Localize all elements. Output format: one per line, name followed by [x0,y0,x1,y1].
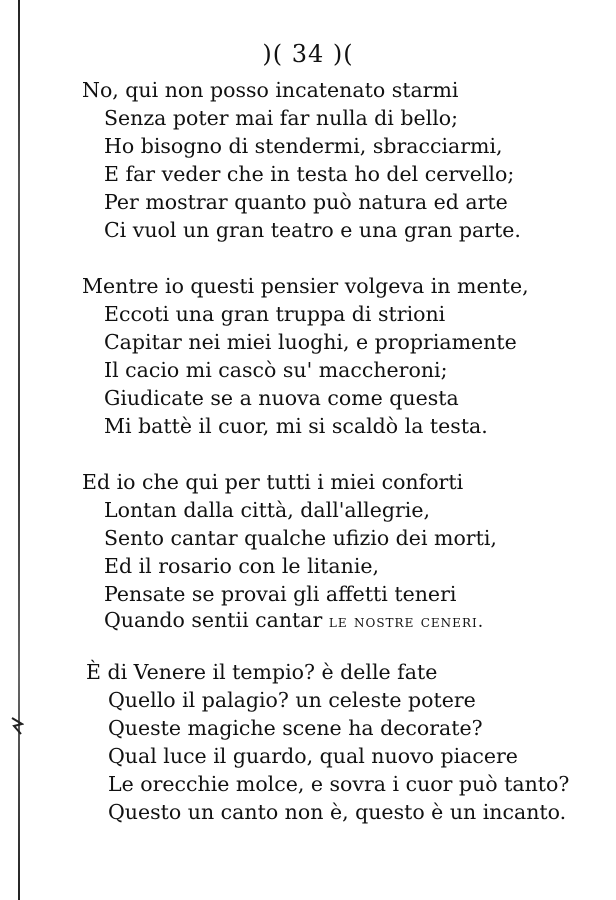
verse-line: È di Venere il tempio? è delle fate [86,660,438,684]
verse-line: Quello il palagio? un celeste potere [108,688,476,712]
verse-line: Mentre io questi pensier volgeva in mente, [82,274,529,298]
verse-line: Ed io che qui per tutti i miei conforti [82,470,464,494]
verse-line: Le orecchie molce, e sovra i cuor può tanto? [108,772,570,796]
verse-line: Per mostrar quanto può natura ed arte [104,190,508,214]
book-spine-edge [18,0,20,900]
verse-line: Questo un canto non è, questo è un incanto. [108,800,567,824]
verse-line: Ho bisogno di stendermi, sbracciarmi, [104,134,503,158]
verse-line: Queste magiche scene ha decorate? [108,716,483,740]
verse-line: Capitar nei miei luoghi, e propriamente [104,330,517,354]
verse-line: Senza poter mai far nulla di bello; [104,106,458,130]
verse-line: No, qui non posso incatenato starmi [82,78,459,102]
verse-line: E far veder che in testa ho del cervello; [104,162,515,186]
opera-title: le nostre ceneri. [328,612,485,632]
verse-line: Lontan dalla città, dall'allegrie, [104,498,430,522]
verse-line: Sento cantar qualche ufizio dei morti, [104,526,497,550]
verse-line: Mi battè il cuor, mi si scaldò la testa. [104,414,488,438]
verse-line-with-title [104,606,484,636]
verse-line: Ed il rosario con le litanie, [104,554,380,578]
spine-mark-icon [10,716,24,736]
verse-line-text: Quando sentii cantar [104,608,323,632]
verse-line: Qual luce il guardo, qual nuovo piacere [108,744,518,768]
verse-line: Pensate se provai gli affetti teneri [104,582,457,606]
verse-line: Giudicate se a nuova come questa [104,386,459,410]
verse-line: Eccoti una gran truppa di strioni [104,302,446,326]
verse-line: Ci vuol un gran teatro e una gran parte. [104,218,521,242]
verse-line: Il cacio mi cascò su' maccheroni; [104,358,448,382]
page-number: )( 34 )( [262,40,354,68]
